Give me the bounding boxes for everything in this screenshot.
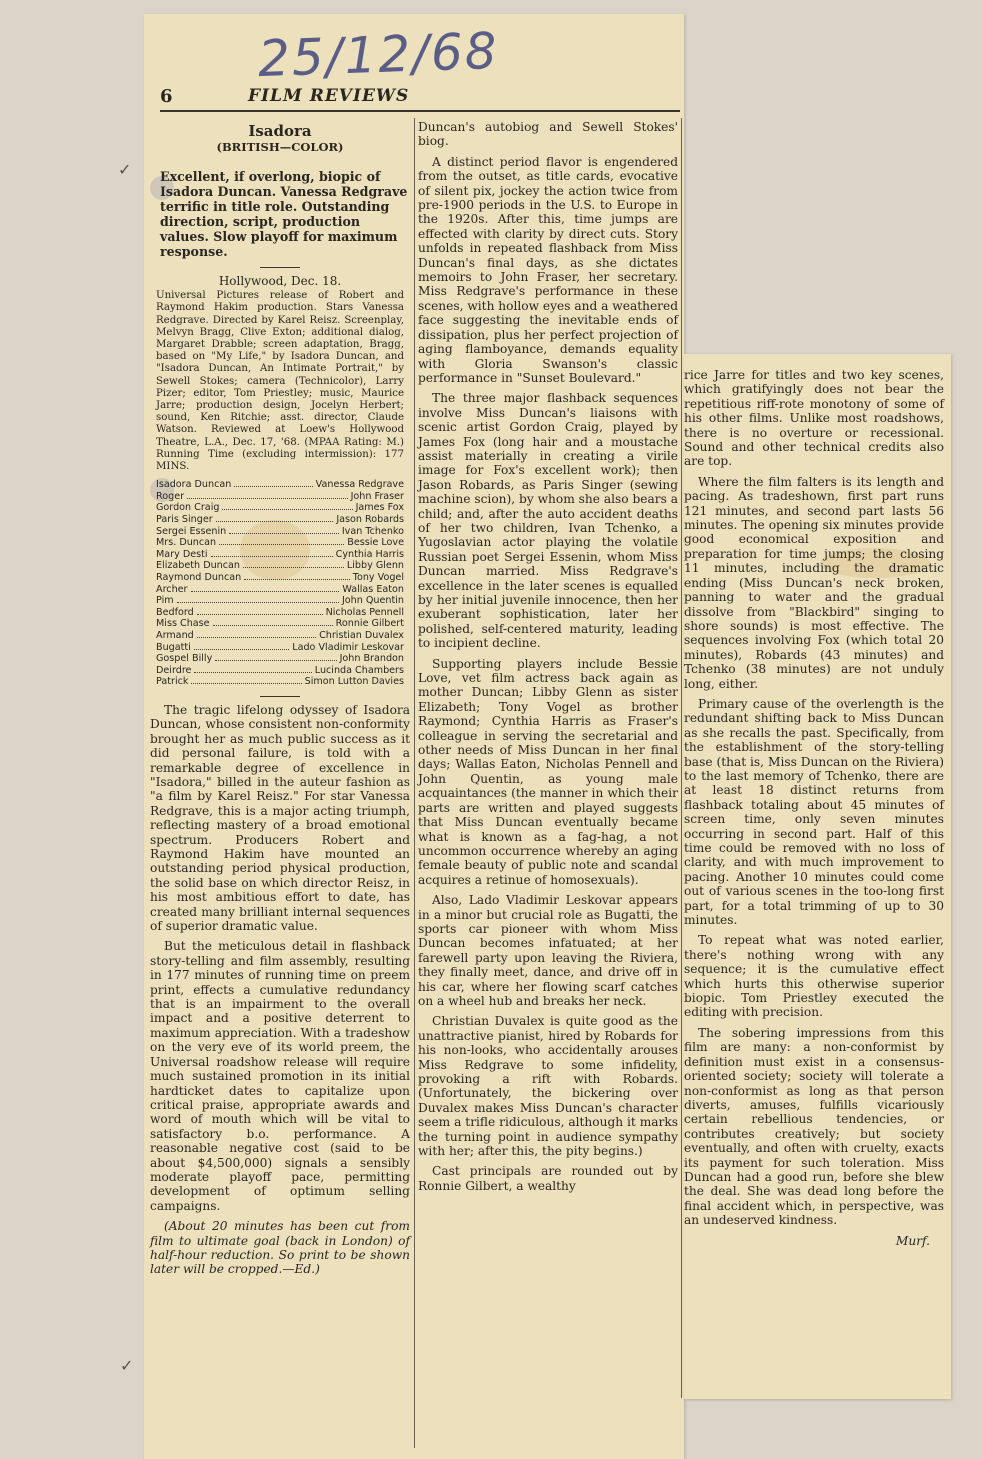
credits-block: Universal Pictures release of Robert and Raymond Hakim production. Stars Vanessa Redgrave. Directed by Karel Reisz. Screenplay, Melvyn Bragg, Clive Exton; additional dialog, Margaret Drabble; screen adaptation, Bragg, based on "My Life," by Isadora Duncan, and "Isadora Duncan, An Intimate Portrait," by Sewell Stokes; camera (Technicolor), Larry Pizer; editor, Tom Priestley; music, Maurice Jarre; production design, Jocelyn Herbert; sound, Ken Ritchie; asst. director, Claude Watson. Reviewed at Loew's Hollywood Theatre, L.A., Dec. 17, '68. (MPAA Rating: M.) Running Time (excluding intermission): 177 MINS. (156, 290, 404, 473)
paragraph: Cast principals are rounded out by Ronnie Gilbert, a wealthy (418, 1164, 678, 1193)
paragraph: Duncan's autobiog and Sewell Stokes' biog. (418, 120, 678, 149)
paragraph: Also, Lado Vladimir Leskovar appears in a minor but crucial role as Bugatti, the sports car pioneer with whom Miss Duncan becomes infatuated; at her farewell party upon leaving the Riviera, they finally meet, dance, and drive off in his car, where her flowing scarf catches on a wheel hub and breaks her neck. (418, 893, 678, 1008)
short-rule (260, 696, 300, 697)
cast-role: Bedford (156, 606, 194, 618)
cast-row (156, 607, 404, 619)
cast-row (156, 549, 404, 561)
cast-actor: Cynthia Harris (335, 548, 404, 560)
cast-actor: Lucinda Chambers (314, 664, 404, 676)
column-divider (414, 118, 415, 1448)
cast-role: Gordon Craig (156, 502, 220, 514)
leader-dots (219, 544, 344, 545)
leader-dots (211, 556, 333, 557)
cast-role: Elizabeth Duncan (156, 560, 240, 572)
leader-dots (244, 579, 350, 580)
page-number: 6 (160, 86, 173, 107)
cast-row (156, 572, 404, 584)
paragraph: The three major flashback sequences involve Miss Duncan's liaisons with scenic artist Gordon Craig, played by James Fox (long hair and a moustache assist materially in creating a virile image for Fox's excellent work); then Jason Robards, as Paris Singer (sewing machine scion), by whom she also bears a child; and, after the auto accident deaths of her two children, Ivan Tchenko, a Yugoslavian actor playing the volatile Russian poet Sergei Essenin, whom Miss Duncan married. Miss Redgrave's excellence in the later scenes is equalled by her initial juvenile innocence, then her exuberant sophistication, later her polished, self-centered maturity, leading to incipient decline. (418, 391, 678, 651)
cast-actor: Lado Vladimir Leskovar (292, 641, 404, 653)
leader-dots (191, 683, 301, 684)
cast-role: Bugatti (156, 641, 191, 653)
review-headline: Excellent, if overlong, biopic of Isadora Duncan. Vanessa Redgrave terrific in title role. Outstanding direction, script, production values. Slow playoff for maximum response. (160, 168, 408, 259)
cast-row (156, 479, 404, 491)
cast-role: Mary Desti (156, 548, 208, 560)
cast-actor: Bessie Love (347, 537, 404, 549)
leader-dots (213, 625, 333, 626)
leader-dots (215, 660, 336, 661)
cast-row (156, 526, 404, 538)
cast-row (156, 676, 404, 688)
cast-role: Roger (156, 490, 185, 502)
paragraph: But the meticulous detail in flashback story-telling and film assembly, resulting in 177 minutes of running time on preem print, effects a cumulative redundancy that is an impairment to the overall impact and a positive deterrent to maximum appreciation. With a tradeshow on the very eve of its world preem, the Universal roadshow release will require much sustained promotion in its initial hardticket dates to capitalize upon critical praise, appropriate awards and word of mouth which will be vital to satisfactory b.o. performance. A reasonable negative cost (said to be about $4,500,000) signals a sensibly moderate playoff pace, permitting development of optimum selling campaigns. (150, 939, 410, 1213)
reviewer-signature: Murf. (895, 1233, 930, 1248)
cast-role: Armand (156, 629, 194, 641)
cast-role: Isadora Duncan (156, 479, 232, 491)
paragraph: A distinct period flavor is engendered from the outset, as title cards, evocative of silent pix, jockey the action twice from pre-1900 periods in the U.S. to Europe in the 1920s. After this, time jumps are effected with clarity by direct cuts. Story unfolds in repeated flashback from Miss Duncan's final days, as she dictates memoirs to John Fraser, her secretary. Miss Redgrave's performance in these scenes, with hollow eyes and a weathered face suggesting the inevitable ends of dissipation, plus her perfect projection of aging flamboyance, demands equality with Gloria Swanson's classic performance in "Sunset Boulevard." (418, 154, 679, 385)
cast-row (156, 537, 404, 549)
cast-row (156, 595, 404, 607)
cast-role: Miss Chase (156, 618, 210, 630)
editor-note: (About 20 minutes has been cut from film to ultimate goal (back in London) of half-hour reduction. So print to be shown later will be cropped.—Ed.) (150, 1219, 410, 1277)
cast-row (156, 560, 404, 572)
column-3-body (684, 368, 944, 1228)
cast-actor: John Quentin (341, 595, 404, 607)
cast-row (156, 642, 404, 654)
cast-row (156, 630, 404, 642)
leader-dots (243, 567, 344, 568)
handwritten-date: 25/12/68 (257, 21, 500, 89)
paragraph: rice Jarre for titles and two key scenes, which gratifyingly does not bear the repetitious riff-rote monotony of some of his other films. Unlike most roadshows, there is no overture or recessional. Sound and other technical credits also are top. (684, 368, 944, 469)
review-subtitle: (BRITISH—COLOR) (216, 140, 344, 155)
cast-actor: Jason Robards (336, 514, 404, 526)
paragraph: To repeat what was noted earlier, there's nothing wrong with any sequence; it is the cumulative effect which hurts this otherwise superior biopic. Tom Priestley executed the editing with precision. (684, 933, 944, 1020)
cast-row (156, 665, 404, 677)
cast-actor: Libby Glenn (346, 560, 404, 572)
column-3 (684, 368, 944, 1248)
dateline: Hollywood, Dec. 18. (218, 273, 342, 288)
cast-actor: Wallas Eaton (342, 583, 404, 595)
cast-row (156, 502, 404, 514)
cast-row (156, 514, 404, 526)
pencil-mark: ✓ (118, 160, 132, 179)
paragraph: The tragic lifelong odyssey of Isadora Duncan, whose consistent non-conformity brought her as much public success as it did personal failure, is told with a remarkable degree of excellence in "Isadora," billed in the auteur fashion as "a film by Karel Reisz." For star Vanessa Redgrave, this is a major acting triumph, reflecting mastery of a broad emotional spectrum. Producers Robert and Raymond Hakim have mounted an outstanding period physical production, the solid base on which director Reisz, in his most ambitious effort to date, has created many brilliant internal sequences of superior dramatic value. (150, 702, 410, 934)
column-1 (150, 120, 410, 1283)
cast-row (156, 653, 404, 665)
leader-dots (216, 521, 334, 522)
section-heading: FILM REVIEWS (248, 86, 410, 106)
cast-row (156, 584, 404, 596)
column-divider (681, 118, 682, 1398)
cast-role: Patrick (156, 676, 189, 688)
paragraph: Primary cause of the overlength is the redundant shifting back to Miss Duncan as she recalls the past. Specifically, from the establishment of the story-telling base (that is, Miss Duncan on the Riviera) to the last memory of Tchenko, there are at least 18 distinct returns from flashback totaling about 45 minutes of screen time, only seven minutes occurring in second part. Half of this time could be removed with no loss of clarity, and with much improvement to pacing. Another 10 minutes could come out of various scenes in the too-long first part, for a total trimming of up to 30 minutes. (684, 696, 944, 928)
paragraph: Supporting players include Bessie Love, vet film actress back again as mother Duncan; Libby Glenn as sister Elizabeth; Tony Vogel as brother Raymond; Cynthia Harris as Fraser's colleague in serving the secretarial and other needs of Miss Duncan in her final days; Wallas Eaton, Nicholas Pennell and John Quentin, as young male acquaintances (the manner in which their parts are written and played suggests that Miss Duncan eventually became what is known as a fag-hag, a not uncommon occurrence whereby an aging female beauty of public note and scandal acquires a retinue of homosexuals). (418, 656, 678, 887)
cast-list (156, 479, 404, 688)
leader-dots (177, 602, 339, 603)
leader-dots (197, 637, 316, 638)
leader-dots (194, 649, 289, 650)
cast-actor: Nicholas Pennell (325, 606, 404, 618)
pencil-mark: ✓ (120, 1356, 134, 1375)
column-1-body (150, 703, 410, 1213)
cast-role: Archer (156, 583, 188, 595)
cast-role: Pim (156, 595, 174, 607)
leader-dots (187, 498, 348, 499)
column-2 (418, 120, 678, 1199)
cast-role: Gospel Billy (156, 653, 213, 665)
cast-actor: Tony Vogel (352, 572, 404, 584)
cast-actor: Ivan Tchenko (341, 525, 404, 537)
review-title: Isadora (248, 122, 312, 140)
short-rule (260, 267, 300, 268)
cast-actor: Christian Duvalex (319, 629, 404, 641)
header-rule (160, 110, 680, 112)
leader-dots (197, 614, 323, 615)
leader-dots (191, 591, 340, 592)
cast-row (156, 491, 404, 503)
paragraph: The sobering impressions from this film are many: a non-conformist by definition must exist in a consensus-oriented society; society will tolerate a non-conformist as long as that person diverts, amuses, fulfills vicariously certain rebellious tendencies, or contributes creatively; but society eventually, and often with cruelty, exacts its payment for such toleration. Miss Duncan had a good run, before she blew the deal. She was dead long before the final accident which, in perspective, was an undeserved kindness. (684, 1025, 944, 1228)
cast-role: Mrs. Duncan (156, 537, 217, 549)
cast-actor: Ronnie Gilbert (335, 618, 404, 630)
cast-role: Deirdre (156, 664, 192, 676)
cast-actor: Vanessa Redgrave (315, 479, 404, 491)
leader-dots (222, 509, 352, 510)
paragraph: Christian Duvalex is quite good as the unattractive pianist, hired by Robards for his non-looks, who accidentally arouses Miss Redgrave to some infidelity, provoking a rift with Robards. (Unfortunately, the bickering over Duvalex makes Miss Duncan's character seem a trifle ridiculous, although it marks the turning point in audience sympathy with her; after this, the pity begins.) (418, 1014, 678, 1159)
cast-actor: John Brandon (339, 653, 404, 665)
cast-actor: James Fox (355, 502, 404, 514)
cast-actor: Simon Lutton Davies (304, 676, 404, 688)
leader-dots (234, 486, 312, 487)
cast-role: Paris Singer (156, 514, 213, 526)
cast-row (156, 618, 404, 630)
leader-dots (229, 533, 339, 534)
cast-actor: John Fraser (350, 490, 404, 502)
cast-role: Raymond Duncan (156, 572, 242, 584)
paragraph: Where the film falters is its length and pacing. As tradeshown, first part runs 121 minutes, and second part lasts 56 minutes. The opening six minutes provide good economical exposition and preparation for time jumps; the closing 11 minutes, including the dramatic ending (Miss Duncan's neck broken, panning to water and the gradual dissolve from "Blackbird" singing to shore sounds) is most effective. The sequences involving Fox (which total 20 minutes), Robards (43 minutes) and Tchenko (38 minutes) are not unduly long, either. (684, 474, 944, 691)
leader-dots (194, 672, 311, 673)
cast-role: Sergei Essenin (156, 525, 227, 537)
